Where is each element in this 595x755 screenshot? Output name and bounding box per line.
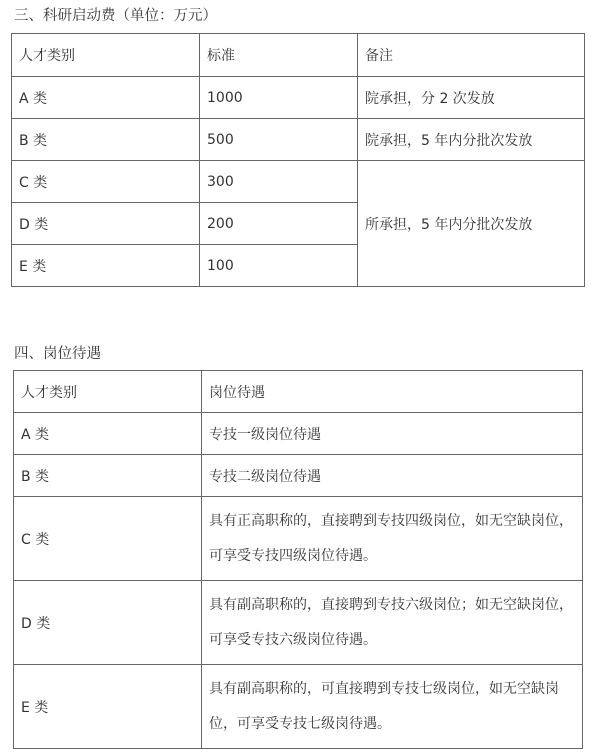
cell-treatment: 具有正高职称的，直接聘到专技四级岗位，如无空缺岗位，可享受专技四级岗位待遇。 xyxy=(202,497,583,581)
table-row xyxy=(12,77,585,119)
cell-standard: 1000 xyxy=(200,77,358,119)
header-category: 人才类别 xyxy=(14,371,202,413)
table-header-row xyxy=(14,371,583,413)
section-4-heading: 四、岗位待遇 xyxy=(14,346,101,362)
cell-note: 院承担，分 2 次发放 xyxy=(358,77,585,119)
cell-category: B 类 xyxy=(12,119,200,161)
cell-category: E 类 xyxy=(14,665,202,749)
research-startup-fund-table xyxy=(11,33,585,287)
table-header-row xyxy=(12,34,585,77)
cell-category: C 类 xyxy=(14,497,202,581)
header-note: 备注 xyxy=(358,34,585,77)
cell-treatment: 具有副高职称的，可直接聘到专技七级岗位，如无空缺岗位，可享受专技七级岗待遇。 xyxy=(202,665,583,749)
cell-category: B 类 xyxy=(14,455,202,497)
cell-category: C 类 xyxy=(12,161,200,203)
section-3-heading: 三、科研启动费（单位：万元） xyxy=(14,8,217,24)
cell-standard: 100 xyxy=(200,245,358,287)
cell-treatment: 具有副高职称的，直接聘到专技六级岗位；如无空缺岗位，可享受专技六级岗位待遇。 xyxy=(202,581,583,665)
table-row xyxy=(14,497,583,581)
cell-standard: 300 xyxy=(200,161,358,203)
cell-category: A 类 xyxy=(12,77,200,119)
cell-note-merged: 所承担，5 年内分批次发放 xyxy=(358,161,585,287)
table-row xyxy=(14,581,583,665)
cell-treatment: 专技一级岗位待遇 xyxy=(202,413,583,455)
table-row xyxy=(14,665,583,749)
cell-category: E 类 xyxy=(12,245,200,287)
table-row xyxy=(14,455,583,497)
cell-category: D 类 xyxy=(14,581,202,665)
table-row xyxy=(12,161,585,203)
position-treatment-table xyxy=(13,370,583,749)
cell-treatment: 专技二级岗位待遇 xyxy=(202,455,583,497)
cell-note: 院承担，5 年内分批次发放 xyxy=(358,119,585,161)
cell-standard: 500 xyxy=(200,119,358,161)
table-row xyxy=(12,119,585,161)
cell-standard: 200 xyxy=(200,203,358,245)
table-row xyxy=(14,413,583,455)
cell-category: A 类 xyxy=(14,413,202,455)
header-treatment: 岗位待遇 xyxy=(202,371,583,413)
header-category: 人才类别 xyxy=(12,34,200,77)
header-standard: 标准 xyxy=(200,34,358,77)
cell-category: D 类 xyxy=(12,203,200,245)
